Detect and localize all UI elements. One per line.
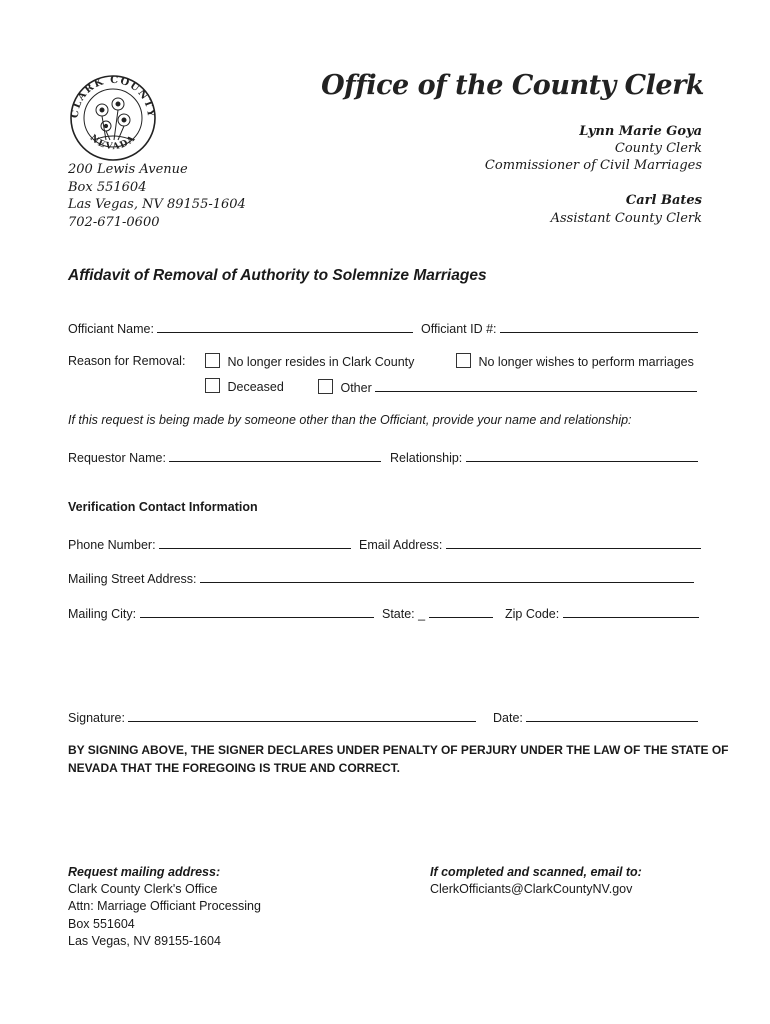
clark-county-seal (66, 74, 160, 162)
form-title: Affidavit of Removal of Authority to Solemnize Marriages (68, 267, 487, 284)
assistant-title: Assistant County Clerk (550, 211, 702, 226)
city-field[interactable] (140, 604, 374, 618)
mailing-address-line: Las Vegas, NV 89155-1604 (68, 934, 221, 948)
reason-option-deceased[interactable] (205, 378, 284, 394)
phone-label: Phone Number: (68, 538, 156, 552)
phone-row (68, 535, 351, 552)
email-address-link[interactable]: ClerkOfficiants@ClarkCountyNV.gov (430, 882, 633, 896)
city-row (68, 604, 374, 621)
street-label: Mailing Street Address: (68, 572, 197, 586)
reason-option-resides[interactable] (205, 353, 414, 369)
zip-field[interactable] (563, 604, 699, 618)
mailing-address-heading: Request mailing address: (68, 865, 221, 879)
zip-label: Zip Code: (505, 607, 560, 621)
clerk-name: Lynn Marie Goya (579, 124, 702, 139)
seal-text-bottom: NEVADA (87, 133, 139, 153)
mailing-address-line: Clark County Clerk's Office (68, 882, 218, 896)
reason-option-label: Deceased (227, 380, 284, 394)
street-row (68, 569, 694, 586)
date-field[interactable] (526, 708, 698, 722)
checkbox[interactable] (205, 378, 220, 393)
state-row (382, 604, 493, 621)
signature-row (68, 708, 476, 725)
officiant-id-field[interactable] (500, 319, 698, 333)
reason-option-label: No longer wishes to perform marriages (478, 355, 694, 369)
clerk-title: County Clerk (614, 141, 702, 156)
requestor-note: If this request is being made by someone other than the Officiant, provide your name and relationship: (68, 413, 632, 427)
phone-field[interactable] (159, 535, 351, 549)
office-title: Office of the County Clerk (321, 70, 704, 101)
seal-text-top: CLARK COUNTY (69, 74, 157, 119)
zip-row (505, 604, 699, 621)
requestor-name-label: Requestor Name: (68, 451, 166, 465)
requestor-name-field[interactable] (169, 448, 381, 462)
checkbox[interactable] (205, 353, 220, 368)
svg-text:CLARK COUNTY (70, 75, 156, 119)
date-row (493, 708, 698, 725)
city-label: Mailing City: (68, 607, 137, 621)
street-field[interactable] (200, 569, 694, 583)
mailing-address-line: Box 551604 (68, 917, 135, 931)
relationship-label: Relationship: (390, 451, 463, 465)
reason-option-other[interactable] (318, 378, 697, 395)
declaration-line-2: NEVADA THAT THE FOREGOING IS TRUE AND CORRECT. (68, 761, 401, 775)
date-label: Date: (493, 711, 523, 725)
email-heading: If completed and scanned, email to: (430, 865, 642, 879)
requestor-name-row (68, 448, 381, 465)
mailing-address-line: Attn: Marriage Officiant Processing (68, 899, 261, 913)
officiant-name-label: Officiant Name: (68, 322, 154, 336)
relationship-field[interactable] (466, 448, 698, 462)
reason-option-label: Other (340, 381, 372, 395)
address-street: 200 Lewis Avenue (68, 162, 188, 177)
reason-option-no-longer-wishes[interactable] (456, 353, 694, 369)
clerk-commissioner-title: Commissioner of Civil Marriages (484, 158, 702, 173)
reason-label: Reason for Removal: (68, 354, 186, 368)
officiant-name-row (68, 319, 413, 336)
reason-option-label: No longer resides in Clark County (227, 355, 415, 369)
officiant-id-row (421, 319, 698, 336)
state-label: State: (382, 607, 415, 621)
other-reason-field[interactable] (375, 378, 697, 392)
verification-heading: Verification Contact Information (68, 500, 258, 514)
checkbox[interactable] (318, 379, 333, 394)
assistant-name: Carl Bates (625, 193, 702, 208)
email-label: Email Address: (359, 538, 443, 552)
signature-label: Signature: (68, 711, 125, 725)
address-phone: 702-671-0600 (68, 215, 160, 230)
email-field[interactable] (446, 535, 701, 549)
email-row (359, 535, 701, 552)
checkbox[interactable] (456, 353, 471, 368)
relationship-row (390, 448, 698, 465)
address-city: Las Vegas, NV 89155-1604 (68, 197, 246, 212)
state-prefix: _ (418, 607, 426, 621)
declaration-line-1: BY SIGNING ABOVE, THE SIGNER DECLARES UNDER PENALTY OF PERJURY UNDER THE LAW OF THE STATE OF (68, 743, 729, 757)
signature-field[interactable] (128, 708, 476, 722)
state-field[interactable] (429, 604, 493, 618)
address-box: Box 551604 (68, 180, 147, 195)
officiant-id-label: Officiant ID #: (421, 322, 497, 336)
officiant-name-field[interactable] (157, 319, 413, 333)
